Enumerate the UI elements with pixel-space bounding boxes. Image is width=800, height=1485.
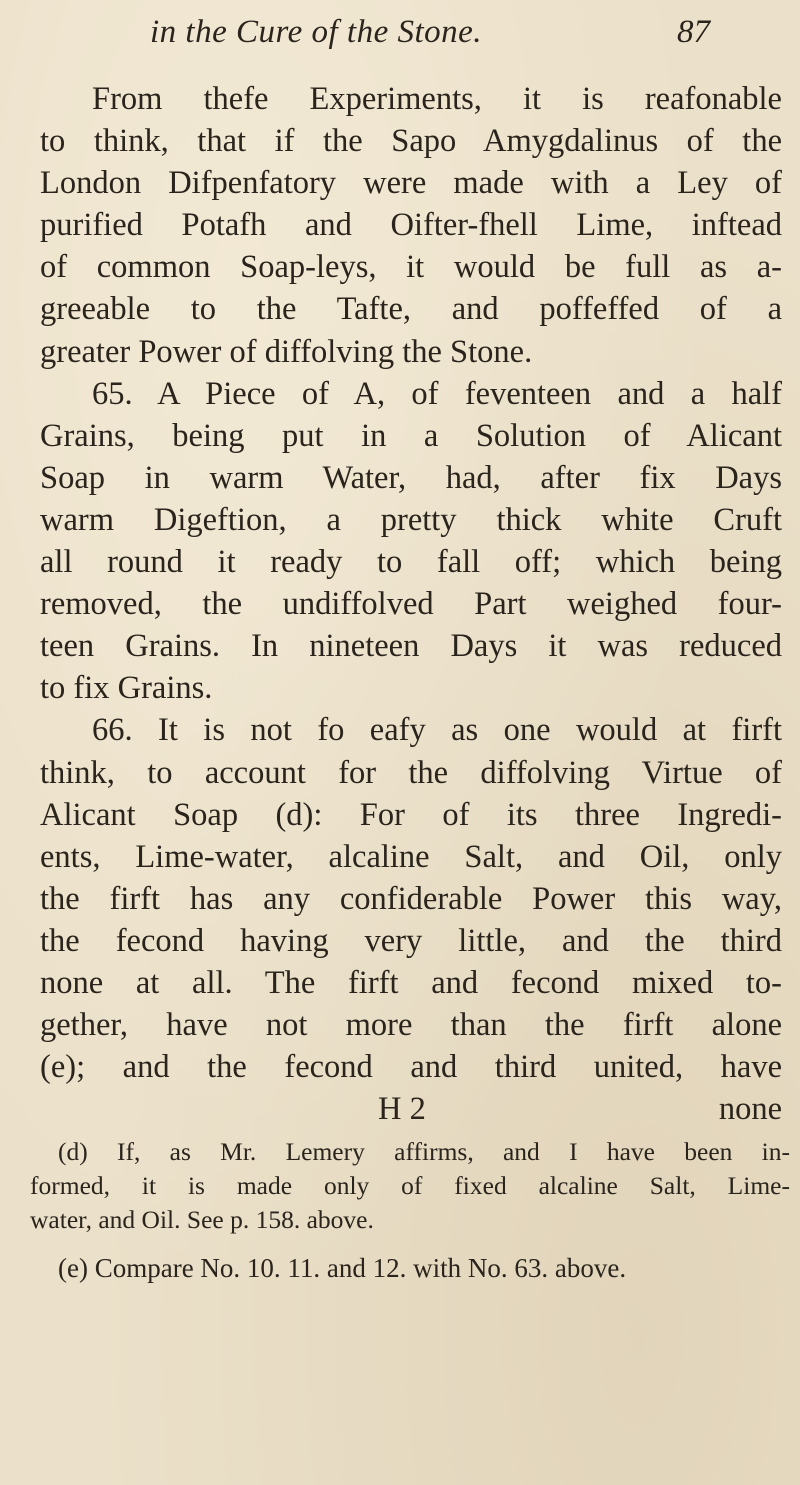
body-text [40,78,782,1130]
footnote-line: (e) Compare No. 10. 11. and 12. with No. 63. above. [58,1253,627,1283]
text-line: (e); and the fecond and third united, have [40,1049,782,1086]
footnote-line: formed, it is made only of fixed alcaline Salt, Lime- [30,1171,790,1200]
text-line: the fecond having very little, and the third [40,922,782,959]
text-line: Alicant Soap (d): For of its three Ingredi- [40,796,782,833]
text-line: removed, the undiffolved Part weighed four- [40,586,782,623]
text-line: all round it ready to fall off; which being [40,544,782,581]
text-line: think, to account for the diffolving Virtue of [40,754,782,791]
running-title: in the Cure of the Stone. [150,14,483,50]
running-head [150,14,710,58]
catchword: none [718,1091,782,1128]
text-line: none at all. The firft and fecond mixed to- [40,964,782,1001]
text-line: to fix Grains. [40,670,213,707]
text-line: ents, Lime-water, alcaline Salt, and Oil, only [40,838,782,875]
signature-mark: H 2 [378,1091,426,1128]
text-line: the firft has any confiderable Power this way, [40,880,782,917]
text-line: greater Power of diffolving the Stone. [40,333,533,370]
text-line: gether, have not more than the firft alone [40,1007,782,1044]
text-line: of common Soap-leys, it would be full as a- [40,249,782,286]
text-line: purified Potafh and Oifter-fhell Lime, inftead [40,207,782,244]
text-line: warm Digeftion, a pretty thick white Cruft [40,501,782,538]
text-line: 66. It is not fo eafy as one would at firft [92,712,782,749]
text-line: London Difpenfatory were made with a Ley of [40,165,782,202]
text-line: Soap in warm Water, had, after fix Days [40,459,782,496]
text-line: Grains, being put in a Solution of Alicant [40,417,782,454]
footnote-line: (d) If, as Mr. Lemery affirms, and I have been in- [58,1137,790,1166]
text-line: to think, that if the Sapo Amygdalinus of the [40,123,782,160]
text-line: greeable to the Tafte, and poffeffed of a [40,291,782,328]
signature-line [40,1088,782,1130]
footnotes [30,1135,790,1285]
page-number: 87 [677,14,710,50]
text-line: 65. A Piece of A, of feventeen and a half [92,375,782,412]
footnote-line: water, and Oil. See p. 158. above. [30,1205,374,1234]
text-line: teen Grains. In nineteen Days it was reduced [40,628,782,665]
text-line: From thefe Experiments, it is reafonable [92,81,782,117]
